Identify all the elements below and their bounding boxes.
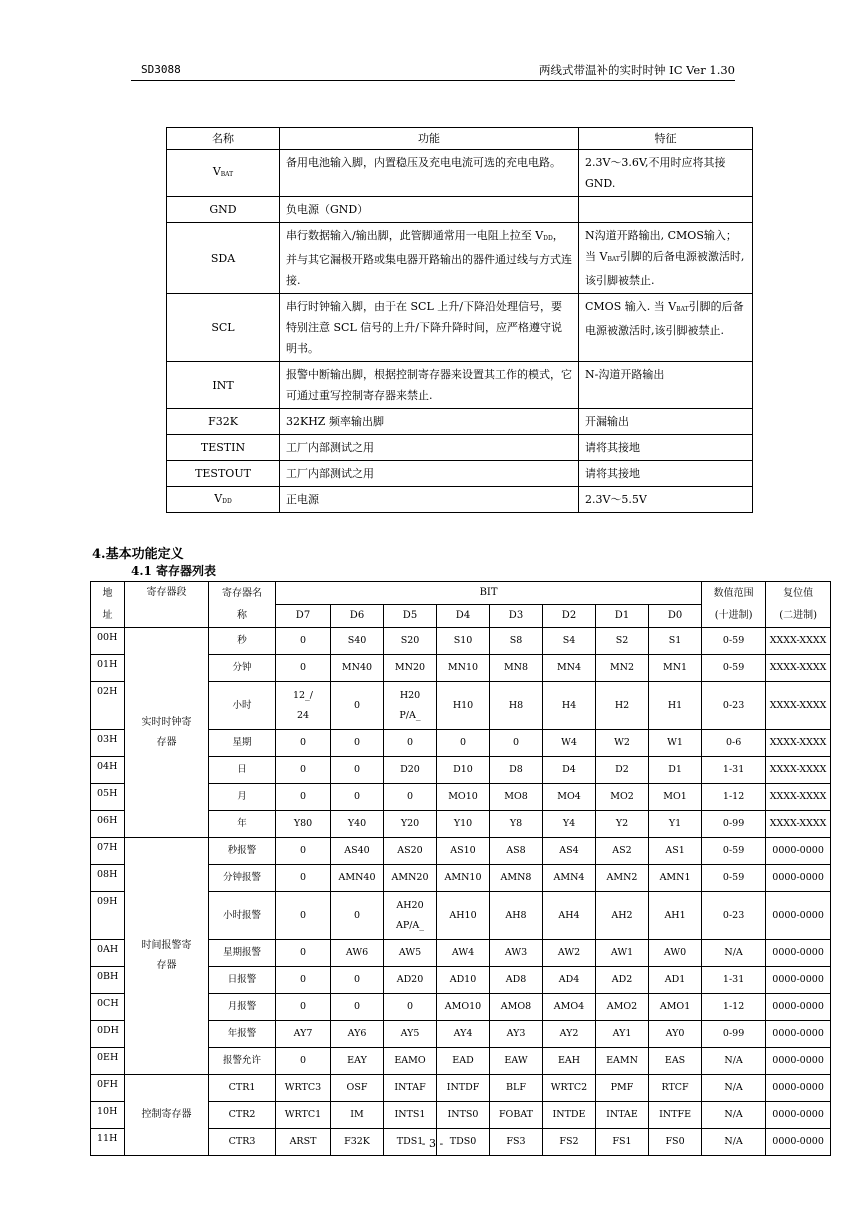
register-bit-cell: AMN10 [437,865,490,892]
col-header-function: 功能 [280,128,579,150]
register-address: 07H [91,838,125,865]
pin-feature: 请将其接地 [579,435,753,461]
register-range: 0-23 [702,892,766,940]
register-bit-cell: EAH [543,1048,596,1075]
register-name: 秒 [209,628,276,655]
register-name: 分钟 [209,655,276,682]
register-address: 05H [91,784,125,811]
register-bit-cell: AW6 [331,940,384,967]
register-bit-cell: FS2 [543,1129,596,1156]
register-reset: 0000-0000 [766,838,831,865]
register-bit-cell: S1 [649,628,702,655]
pin-function: 32KHZ 频率输出脚 [280,409,579,435]
register-address: 0EH [91,1048,125,1075]
register-range: 1-12 [702,994,766,1021]
register-bit-cell: H8 [490,682,543,730]
register-table [90,581,831,1156]
register-bit-cell: 0 [276,628,331,655]
register-bit-cell: Y1 [649,811,702,838]
pin-feature: 2.3V～3.6V,不用时应将其接 GND. [579,150,753,197]
register-bit-cell: FS3 [490,1129,543,1156]
pin-function: 负电源（GND） [280,197,579,223]
register-bit-cell: EAD [437,1048,490,1075]
register-bit-cell: 0 [276,784,331,811]
register-bit-cell: Y40 [331,811,384,838]
register-range: 0-59 [702,628,766,655]
pin-row-vbat [167,150,753,197]
register-bit-cell: EAW [490,1048,543,1075]
register-address: 06H [91,811,125,838]
register-bit-cell: W1 [649,730,702,757]
register-reset: 0000-0000 [766,1075,831,1102]
register-address: 09H [91,892,125,940]
register-bit-cell: Y4 [543,811,596,838]
register-name: 分钟报警 [209,865,276,892]
pin-name: TESTOUT [167,461,280,487]
register-bit-cell: IM [331,1102,384,1129]
register-bit-cell: AD10 [437,967,490,994]
register-reset: XXXX-XXXX [766,784,831,811]
register-bit-cell: W2 [596,730,649,757]
register-bit-cell: D20 [384,757,437,784]
register-bit-cell: S8 [490,628,543,655]
register-name: 小时 [209,682,276,730]
register-bit-cell: AD20 [384,967,437,994]
register-name: CTR1 [209,1075,276,1102]
register-bit-cell: H20 P/A_ [384,682,437,730]
register-bit-cell: AS40 [331,838,384,865]
pin-row-gnd [167,197,753,223]
pin-name: F32K [167,409,280,435]
section-title: 4.基本功能定义 [92,547,184,562]
register-reset: 0000-0000 [766,940,831,967]
register-reset: 0000-0000 [766,1048,831,1075]
pin-name: TESTIN [167,435,280,461]
register-bit-cell: 0 [276,940,331,967]
register-name: 年 [209,811,276,838]
register-address: 03H [91,730,125,757]
register-range: N/A [702,1048,766,1075]
register-range: 1-31 [702,757,766,784]
pin-function: 正电源 [280,487,579,513]
doc-title: 两线式带温补的实时时钟 IC Ver 1.30 [539,63,735,77]
register-bit-cell: 0 [276,865,331,892]
register-bit-cell: H1 [649,682,702,730]
register-bit-cell: 0 [276,838,331,865]
register-bit-cell: AMN4 [543,865,596,892]
register-bit-cell: MO8 [490,784,543,811]
register-bit-cell: AY2 [543,1021,596,1048]
register-bit-cell: MN20 [384,655,437,682]
register-bit-cell: ARST [276,1129,331,1156]
register-bit-cell: D10 [437,757,490,784]
register-bit-cell: AMN40 [331,865,384,892]
register-bit-cell: MN8 [490,655,543,682]
register-bit-cell: AW5 [384,940,437,967]
pin-row-sda [167,223,753,294]
register-name: 秒报警 [209,838,276,865]
register-range: 0-99 [702,1021,766,1048]
register-bit-cell: RTCF [649,1075,702,1102]
register-row [91,838,831,865]
bit-header-d7: D7 [276,605,331,628]
register-bit-cell: AMO4 [543,994,596,1021]
register-bit-cell: D4 [543,757,596,784]
col-header-reset: 复位值 (二进制) [766,582,831,628]
pin-feature [579,197,753,223]
register-bit-cell: 0 [437,730,490,757]
register-bit-cell: 0 [276,1048,331,1075]
col-header-address: 地 址 [91,582,125,628]
register-bit-cell: INTS0 [437,1102,490,1129]
register-bit-cell: MO2 [596,784,649,811]
register-address: 0CH [91,994,125,1021]
register-bit-cell: 0 [384,994,437,1021]
register-segment: 控制寄存器 [125,1075,209,1156]
pin-feature: 2.3V～5.5V [579,487,753,513]
register-reset: XXXX-XXXX [766,628,831,655]
register-range: N/A [702,940,766,967]
pin-function: 工厂内部测试之用 [280,461,579,487]
pin-name: SCL [167,294,280,362]
register-bit-cell: MN40 [331,655,384,682]
register-bit-cell: AS1 [649,838,702,865]
pin-name: INT [167,362,280,409]
register-bit-cell: AY0 [649,1021,702,1048]
register-bit-cell: MN10 [437,655,490,682]
register-reset: 0000-0000 [766,1129,831,1156]
register-bit-cell: S2 [596,628,649,655]
register-reset: 0000-0000 [766,994,831,1021]
register-reset: 0000-0000 [766,1021,831,1048]
register-bit-cell: AW2 [543,940,596,967]
register-bit-cell: INTAF [384,1075,437,1102]
register-reset: XXXX-XXXX [766,757,831,784]
register-bit-cell: 0 [384,784,437,811]
register-bit-cell: EAMN [596,1048,649,1075]
register-bit-cell: TDS0 [437,1129,490,1156]
header-rule [131,80,735,81]
register-range: N/A [702,1075,766,1102]
register-bit-cell: AMN20 [384,865,437,892]
register-address: 10H [91,1102,125,1129]
pin-function: 工厂内部测试之用 [280,435,579,461]
register-address: 02H [91,682,125,730]
col-header-bit: BIT [276,582,702,605]
register-bit-cell: AW4 [437,940,490,967]
register-bit-cell: AS20 [384,838,437,865]
register-bit-cell: 0 [331,892,384,940]
register-bit-cell: W4 [543,730,596,757]
pin-function: 串行时钟输入脚，由于在 SCL 上升/下降沿处理信号，要特别注意 SCL 信号的上升/下降升降时间，应严格遵守说明书。 [280,294,579,362]
register-bit-cell: 0 [384,730,437,757]
pin-feature: 请将其接地 [579,461,753,487]
register-name: CTR3 [209,1129,276,1156]
register-bit-cell: AD8 [490,967,543,994]
col-header-name: 名称 [167,128,280,150]
pin-table-header [167,128,753,150]
register-address: 01H [91,655,125,682]
register-bit-cell: D8 [490,757,543,784]
pin-description-table [166,127,753,513]
register-bit-cell: FS0 [649,1129,702,1156]
register-name: 报警允许 [209,1048,276,1075]
register-bit-cell: S10 [437,628,490,655]
register-bit-cell: 0 [276,655,331,682]
register-address: 0FH [91,1075,125,1102]
register-bit-cell: AMO10 [437,994,490,1021]
pin-feature: 开漏输出 [579,409,753,435]
register-bit-cell: 0 [276,994,331,1021]
bit-header-d4: D4 [437,605,490,628]
register-row [91,1075,831,1102]
register-bit-cell: S4 [543,628,596,655]
register-range: 0-23 [702,682,766,730]
col-header-register-name: 寄存器名 称 [209,582,276,628]
pin-name: SDA [167,223,280,294]
register-bit-cell: PMF [596,1075,649,1102]
register-bit-cell: AW3 [490,940,543,967]
bit-header-d5: D5 [384,605,437,628]
register-bit-cell: WRTC3 [276,1075,331,1102]
register-bit-cell: INTS1 [384,1102,437,1129]
register-range: 0-59 [702,655,766,682]
register-address: 0BH [91,967,125,994]
pin-row-testout [167,461,753,487]
col-header-feature: 特征 [579,128,753,150]
register-bit-cell: AY1 [596,1021,649,1048]
register-bit-cell: 0 [331,757,384,784]
register-bit-cell: MO10 [437,784,490,811]
register-range: N/A [702,1102,766,1129]
register-bit-cell: EAY [331,1048,384,1075]
col-header-range: 数值范围 (十进制) [702,582,766,628]
register-bit-cell: 0 [331,994,384,1021]
register-bit-cell: INTDE [543,1102,596,1129]
bit-header-d0: D0 [649,605,702,628]
register-bit-cell: AMO8 [490,994,543,1021]
pin-feature: N沟道开路输出, CMOS输入；当 $V_{BAT}$引脚的后备电源被激活时,该引脚被禁止. [579,223,753,294]
register-bit-cell: MN2 [596,655,649,682]
register-bit-cell: S40 [331,628,384,655]
pin-feature: N-沟道开路输出 [579,362,753,409]
bit-header-d1: D1 [596,605,649,628]
register-bit-cell: Y80 [276,811,331,838]
register-bit-cell: AH10 [437,892,490,940]
pin-row-scl [167,294,753,362]
register-bit-cell: D2 [596,757,649,784]
register-name: 月报警 [209,994,276,1021]
register-bit-cell: 0 [490,730,543,757]
register-address: 00H [91,628,125,655]
register-bit-cell: AW0 [649,940,702,967]
register-bit-cell: 0 [276,757,331,784]
register-bit-cell: AY3 [490,1021,543,1048]
register-address: 0DH [91,1021,125,1048]
register-bit-cell: WRTC2 [543,1075,596,1102]
register-bit-cell: MN4 [543,655,596,682]
register-address: 08H [91,865,125,892]
register-bit-cell: AS4 [543,838,596,865]
register-bit-cell: 0 [331,967,384,994]
doc-model: SD3088 [141,63,181,76]
register-reset: XXXX-XXXX [766,730,831,757]
register-range: 0-59 [702,865,766,892]
register-bit-cell: TDS1 [384,1129,437,1156]
register-reset: XXXX-XXXX [766,682,831,730]
register-bit-cell: 0 [331,682,384,730]
register-reset: 0000-0000 [766,967,831,994]
pin-function: 报警中断输出脚，根据控制寄存器来设置其工作的模式，它可通过重写控制寄存器来禁止. [280,362,579,409]
register-bit-cell: AMN1 [649,865,702,892]
register-bit-cell: FS1 [596,1129,649,1156]
bit-header-d2: D2 [543,605,596,628]
register-bit-cell: EAS [649,1048,702,1075]
subsection-title: 4.1 寄存器列表 [131,564,217,578]
register-bit-cell: Y2 [596,811,649,838]
register-bit-cell: AY4 [437,1021,490,1048]
register-bit-cell: AD2 [596,967,649,994]
register-range: 0-59 [702,838,766,865]
pin-row-vdd [167,487,753,513]
page-number: - 3 - [421,1137,444,1150]
register-range: 0-6 [702,730,766,757]
register-segment: 时间报警寄存器 [125,838,209,1075]
pin-name: GND [167,197,280,223]
register-bit-cell: AD4 [543,967,596,994]
register-reset: XXXX-XXXX [766,811,831,838]
register-bit-cell: OSF [331,1075,384,1102]
bit-header-d6: D6 [331,605,384,628]
register-segment: 实时时钟寄存器 [125,628,209,838]
register-range: 1-31 [702,967,766,994]
register-bit-cell: AS8 [490,838,543,865]
register-name: 日 [209,757,276,784]
register-name: 星期 [209,730,276,757]
pin-feature: CMOS 输入. 当 $V_{BAT}$引脚的后备电源被激活时,该引脚被禁止. [579,294,753,362]
register-bit-cell: INTAE [596,1102,649,1129]
register-bit-cell: 12_/ 24 [276,682,331,730]
register-bit-cell: Y20 [384,811,437,838]
register-bit-cell: AD1 [649,967,702,994]
pin-row-f32k [167,409,753,435]
register-bit-cell: BLF [490,1075,543,1102]
register-bit-cell: 0 [331,730,384,757]
register-bit-cell: MO4 [543,784,596,811]
register-bit-cell: WRTC1 [276,1102,331,1129]
register-bit-cell: AS2 [596,838,649,865]
register-bit-cell: AH20 AP/A_ [384,892,437,940]
register-bit-cell: 0 [276,730,331,757]
register-bit-cell: AMO1 [649,994,702,1021]
register-reset: 0000-0000 [766,865,831,892]
register-bit-cell: F32K [331,1129,384,1156]
register-bit-cell: H2 [596,682,649,730]
register-range: 0-99 [702,811,766,838]
register-bit-cell: AMN8 [490,865,543,892]
reg-header-row-1 [91,582,831,605]
register-bit-cell: Y8 [490,811,543,838]
register-bit-cell: D1 [649,757,702,784]
pin-name: $V_{DD}$ [167,487,280,513]
register-range: N/A [702,1129,766,1156]
register-name: 小时报警 [209,892,276,940]
col-header-segment: 寄存器段 [125,582,209,628]
register-bit-cell: AMN2 [596,865,649,892]
register-bit-cell: S20 [384,628,437,655]
register-bit-cell: AW1 [596,940,649,967]
pin-row-int [167,362,753,409]
register-row [91,628,831,655]
register-address: 04H [91,757,125,784]
register-reset: XXXX-XXXX [766,655,831,682]
register-name: 日报警 [209,967,276,994]
register-bit-cell: AH4 [543,892,596,940]
register-bit-cell: MN1 [649,655,702,682]
register-name: 星期报警 [209,940,276,967]
register-reset: 0000-0000 [766,892,831,940]
register-range: 1-12 [702,784,766,811]
register-bit-cell: FOBAT [490,1102,543,1129]
register-bit-cell: AMO2 [596,994,649,1021]
register-bit-cell: H4 [543,682,596,730]
pin-function: 备用电池输入脚，内置稳压及充电电流可选的充电电路。 [280,150,579,197]
register-reset: 0000-0000 [766,1102,831,1129]
pin-row-testin [167,435,753,461]
register-bit-cell: AH1 [649,892,702,940]
pin-function: 串行数据输入/输出脚，此管脚通常用一电阻上拉至 $V_{DD}$，并与其它漏极开路或集电器开路输出的器件通过线与方式连接. [280,223,579,294]
register-bit-cell: 0 [276,967,331,994]
register-bit-cell: INTDF [437,1075,490,1102]
register-name: 月 [209,784,276,811]
register-name: 年报警 [209,1021,276,1048]
register-address: 11H [91,1129,125,1156]
register-bit-cell: AY6 [331,1021,384,1048]
register-bit-cell: AY5 [384,1021,437,1048]
register-name: CTR2 [209,1102,276,1129]
register-bit-cell: AY7 [276,1021,331,1048]
register-bit-cell: Y10 [437,811,490,838]
register-bit-cell: 0 [331,784,384,811]
pin-name: $V_{BAT}$ [167,150,280,197]
register-bit-cell: INTFE [649,1102,702,1129]
register-bit-cell: H10 [437,682,490,730]
bit-header-d3: D3 [490,605,543,628]
register-bit-cell: EAMO [384,1048,437,1075]
register-bit-cell: 0 [276,892,331,940]
register-bit-cell: AH2 [596,892,649,940]
register-bit-cell: AH8 [490,892,543,940]
register-address: 0AH [91,940,125,967]
register-bit-cell: MO1 [649,784,702,811]
register-bit-cell: AS10 [437,838,490,865]
